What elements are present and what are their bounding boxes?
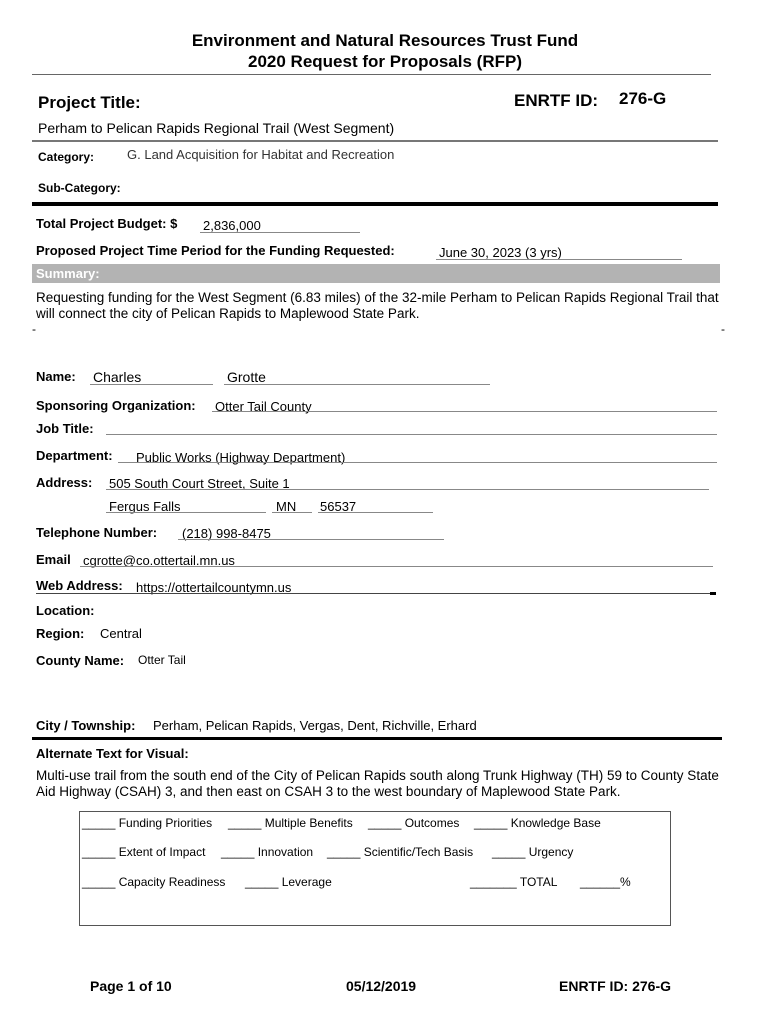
summary-text: Requesting funding for the West Segment (6.83 miles) of the 32-mile Perham to Pelican Rapids Regional Trail that will connect the city of Pelican Rapids to Maplewood State Park.: [36, 290, 719, 321]
score-extent-of-impact: _____ Extent of Impact: [82, 845, 206, 859]
summary-dash-right: -: [721, 322, 725, 336]
region-value: Central: [100, 626, 142, 641]
sponsoring-org-label: Sponsoring Organization:: [36, 398, 196, 413]
email-underline: [80, 566, 713, 567]
score-urgency: _____ Urgency: [492, 845, 574, 859]
telephone-value: (218) 998-8475: [182, 526, 271, 541]
page-number: Page 1 of 10: [90, 978, 172, 994]
region-label: Region:: [36, 626, 85, 641]
divider: [32, 140, 718, 142]
web-address-value: https://ottertailcountymn.us: [136, 580, 292, 595]
time-period-underline: [436, 259, 682, 260]
location-label: Location:: [36, 603, 95, 618]
project-title-value: Perham to Pelican Rapids Regional Trail (West Segment): [38, 120, 395, 136]
summary-bar: [32, 264, 720, 283]
sponsoring-org-underline: [212, 411, 717, 412]
score-knowledge-base: _____ Knowledge Base: [474, 816, 601, 830]
budget-underline: [200, 232, 360, 233]
first-name-value: Charles: [93, 369, 142, 385]
telephone-label: Telephone Number:: [36, 525, 158, 540]
web-address-underline: [36, 593, 716, 594]
score-leverage: _____ Leverage: [245, 875, 332, 889]
city-underline: [106, 512, 266, 513]
street-underline: [106, 489, 709, 490]
section-divider: [32, 737, 722, 740]
department-value: Public Works (Highway Department): [136, 450, 346, 465]
enrtf-id-value: 276-G: [619, 89, 667, 108]
document-title: Environment and Natural Resources Trust Fund: [191, 31, 579, 50]
time-period-value: June 30, 2023 (3 yrs): [439, 245, 562, 260]
budget-value: 2,836,000: [203, 218, 261, 233]
summary-label: Summary:: [36, 266, 100, 281]
footer-date: 05/12/2019: [346, 978, 417, 994]
alt-text-value: Multi-use trail from the south end of the City of Pelican Rapids south along Trunk Highway (TH) 59 to County State Aid Highway (CSAH) 3, and then east on CSAH 3 to the west boundary of Maplewood State Park.: [36, 768, 719, 799]
category-label: Category:: [38, 150, 95, 164]
zip-value: 56537: [320, 499, 357, 514]
name-label: Name:: [36, 369, 76, 384]
state-value: MN: [276, 499, 297, 514]
email-label: Email: [36, 552, 71, 567]
document-subtitle: 2020 Request for Proposals (RFP): [248, 52, 522, 71]
divider-tick: [710, 592, 716, 595]
footer-enrtf-id: ENRTF ID: 276-G: [559, 978, 672, 994]
department-label: Department:: [36, 448, 113, 463]
score-multiple-benefits: _____ Multiple Benefits: [228, 816, 353, 830]
score-capacity-readiness: _____ Capacity Readiness: [82, 875, 226, 889]
job-title-underline: [106, 434, 717, 435]
city-township-value: Perham, Pelican Rapids, Vergas, Dent, Richville, Erhard: [153, 718, 477, 733]
job-title-label: Job Title:: [36, 421, 94, 436]
department-underline: [118, 462, 717, 463]
zip-underline: [318, 512, 433, 513]
city-township-label: City / Township:: [36, 718, 136, 733]
project-title-label: Project Title:: [38, 93, 141, 112]
street-value: 505 South Court Street, Suite 1: [109, 476, 290, 491]
county-name-label: County Name:: [36, 653, 125, 668]
city-value: Fergus Falls: [109, 499, 181, 514]
subcategory-label: Sub-Category:: [38, 181, 121, 195]
first-name-underline: [90, 384, 213, 385]
header-divider: [32, 74, 711, 75]
category-value: G. Land Acquisition for Habitat and Recreation: [127, 147, 395, 162]
email-value: cgrotte@co.ottertail.mn.us: [83, 553, 235, 568]
score-percent: ______%: [580, 875, 631, 889]
section-divider: [32, 202, 718, 206]
alt-text-label: Alternate Text for Visual:: [36, 746, 189, 761]
score-outcomes: _____ Outcomes: [368, 816, 460, 830]
score-scientific-tech-basis: _____ Scientific/Tech Basis: [327, 845, 474, 859]
time-period-label: Proposed Project Time Period for the Funding Requested:: [36, 243, 395, 258]
sponsoring-org-value: Otter Tail County: [215, 399, 312, 414]
county-name-value: Otter Tail: [138, 653, 186, 667]
budget-label: Total Project Budget: $: [36, 216, 178, 231]
enrtf-id-label: ENRTF ID:: [514, 91, 599, 110]
address-label: Address:: [36, 475, 93, 490]
telephone-underline: [178, 539, 444, 540]
state-underline: [272, 512, 312, 513]
score-total: _______ TOTAL: [470, 875, 558, 889]
web-address-label: Web Address:: [36, 578, 123, 593]
summary-dash-left: -: [32, 322, 36, 336]
last-name-value: Grotte: [227, 369, 266, 385]
score-innovation: _____ Innovation: [221, 845, 314, 859]
last-name-underline: [224, 384, 490, 385]
score-funding-priorities: _____ Funding Priorities: [82, 816, 213, 830]
